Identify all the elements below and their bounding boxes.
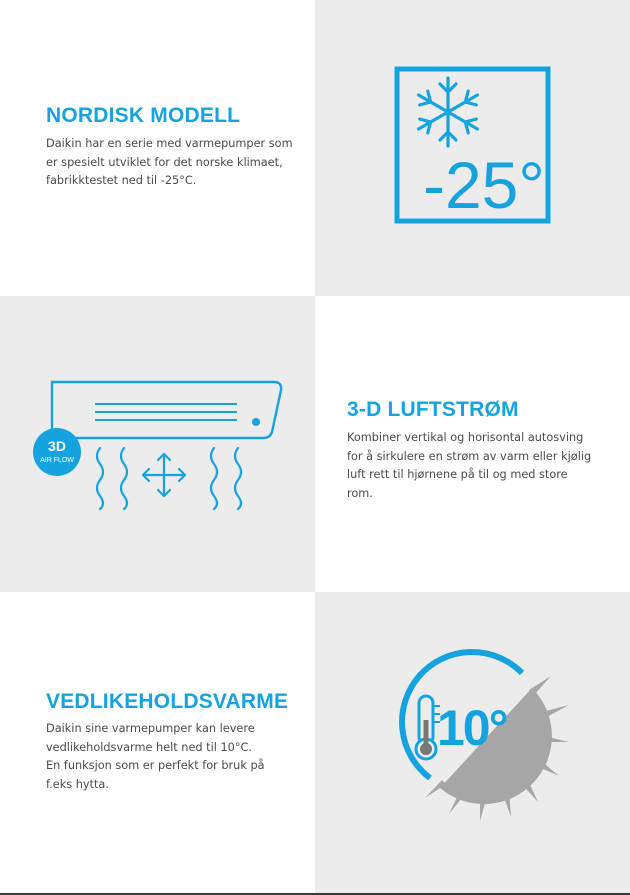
section-description <box>46 720 265 794</box>
thermometer-sun-panel <box>315 592 630 895</box>
badge-3d: 3D <box>48 438 66 454</box>
description-line: for å sirkulere en strøm av varm eller kjølig <box>347 449 592 463</box>
badge-airflow: AIR FLOW <box>40 457 74 464</box>
air-conditioner-3d-airflow-icon <box>0 296 315 592</box>
temperature-label: -25° <box>423 148 545 222</box>
section-title: VEDLIKEHOLDSVARME <box>46 690 289 713</box>
description-line: fabrikktestet ned til -25°C. <box>46 174 197 188</box>
description-line: Kombiner vertikal og horisontal autosving <box>347 431 584 444</box>
section-description <box>347 429 591 503</box>
thermometer-sun-icon <box>315 592 630 895</box>
description-line: Daikin sine varmepumper kan levere <box>46 722 255 735</box>
section-title: 3-D LUFTSTRØM <box>347 398 519 421</box>
description-line: rom. <box>347 486 373 500</box>
description-line: En funksjon som er perfekt for bruk på <box>46 759 265 773</box>
section-title: NORDISK MODELL <box>46 104 241 127</box>
snowflake-frame-icon <box>315 0 630 296</box>
temperature-label: 10° <box>437 700 507 756</box>
section-description <box>46 135 293 191</box>
description-line: f.eks hytta. <box>46 777 109 791</box>
section-3d-luftstrom <box>315 296 630 592</box>
description-line: er spesielt utviklet for det norske klimaet, <box>46 155 283 169</box>
airflow-panel <box>0 296 315 592</box>
description-line: vedlikeholdsvarme helt ned til 10°C. <box>46 740 252 754</box>
section-vedlikeholdsvarme <box>0 592 315 895</box>
description-line: Daikin har en serie med varmepumper som <box>46 137 293 150</box>
snowflake-panel <box>315 0 630 296</box>
description-line: luft rett til hjørnene på til og med store <box>347 468 568 482</box>
section-nordisk-modell <box>0 0 315 296</box>
